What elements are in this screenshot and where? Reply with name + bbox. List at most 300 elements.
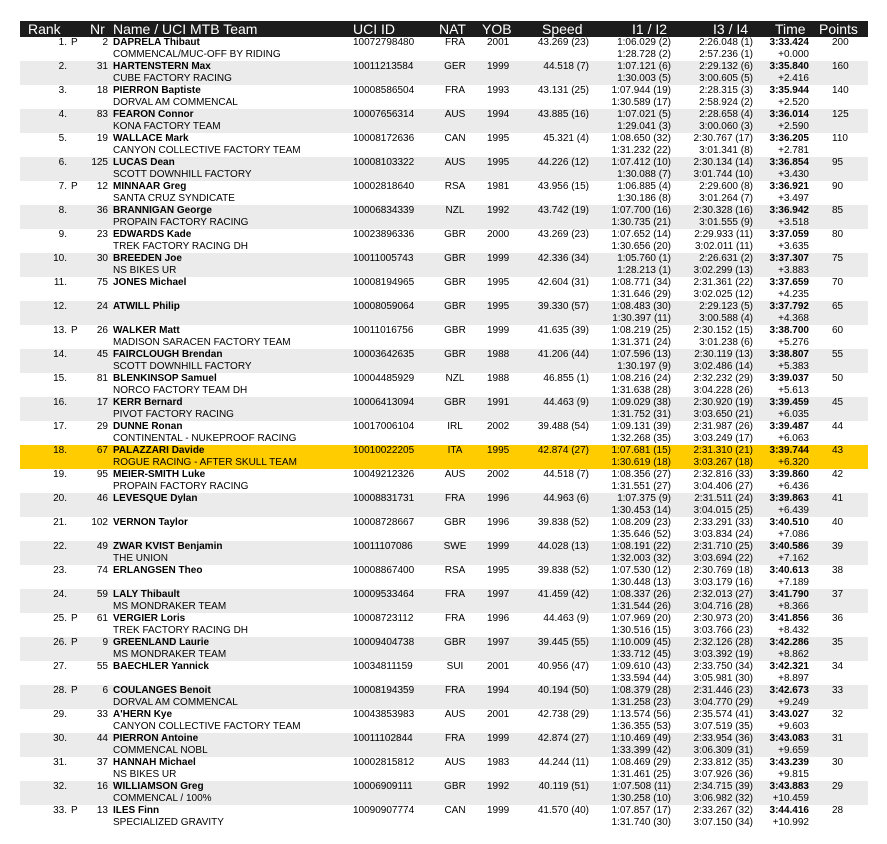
provisional-flag: P xyxy=(71,325,78,336)
rank-cell: 21. xyxy=(53,517,67,528)
table-row xyxy=(20,805,868,829)
team-name-cell: SCOTT DOWNHILL FACTORY xyxy=(113,361,252,372)
team-name-cell: CUBE FACTORY RACING xyxy=(113,73,232,84)
yob-cell: 1996 xyxy=(487,613,510,624)
bib-number-cell: 26 xyxy=(96,325,108,336)
split-i1-cell: 1:07.969 (20) xyxy=(611,613,671,624)
table-row xyxy=(20,685,868,709)
bib-number-cell: 13 xyxy=(96,805,108,816)
split-i2-cell: 1:31.371 (24) xyxy=(611,337,671,348)
points-cell: 38 xyxy=(832,565,844,576)
rank-cell: 2. xyxy=(58,61,67,72)
split-i3-cell: 2:30.152 (15) xyxy=(693,325,753,336)
split-i3-cell: 2:30.134 (14) xyxy=(693,157,753,168)
team-name-cell: PIVOT FACTORY RACING xyxy=(113,409,234,420)
header-i3-i4: I3 / I4 xyxy=(713,21,749,37)
rider-name-cell: VERGIER Loris xyxy=(113,613,186,624)
table-row xyxy=(20,757,868,781)
rank-cell: 20. xyxy=(53,493,67,504)
rider-name-cell: DAPRELA Thibaut xyxy=(113,37,200,48)
uci-id-cell: 10017006104 xyxy=(353,421,415,432)
yob-cell: 1995 xyxy=(487,301,510,312)
split-i4-cell: 3:01.238 (6) xyxy=(699,337,753,348)
header-uci-id: UCI ID xyxy=(353,21,395,37)
yob-cell: 1983 xyxy=(487,757,510,768)
points-cell: 125 xyxy=(832,109,849,120)
header-name: Name / UCI MTB Team xyxy=(113,21,258,37)
speed-cell: 39.838 (52) xyxy=(537,565,589,576)
table-row xyxy=(20,37,868,61)
rank-cell: 11. xyxy=(53,277,67,288)
bib-number-cell: 6 xyxy=(102,685,108,696)
split-i2-cell: 1:30.258 (10) xyxy=(611,793,671,804)
yob-cell: 1997 xyxy=(487,637,510,648)
split-i3-cell: 2:31.446 (23) xyxy=(693,685,753,696)
rider-name-cell: VERNON Taylor xyxy=(113,517,188,528)
split-i4-cell: 3:02.011 (11) xyxy=(694,241,753,252)
table-row xyxy=(20,589,868,613)
bib-number-cell: 125 xyxy=(91,157,108,168)
rank-cell: 30. xyxy=(53,733,67,744)
split-i3-cell: 2:32.013 (27) xyxy=(693,589,753,600)
team-name-cell: SCOTT DOWNHILL FACTORY xyxy=(113,169,252,180)
split-i1-cell: 1:08.216 (24) xyxy=(611,373,671,384)
split-i1-cell: 1:10.469 (49) xyxy=(611,733,671,744)
split-i4-cell: 3:03.249 (17) xyxy=(693,433,753,444)
rank-cell: 28. xyxy=(53,685,67,696)
points-cell: 80 xyxy=(832,229,844,240)
header-time: Time xyxy=(775,21,806,37)
nationality-cell: FRA xyxy=(445,733,465,744)
header-nat: NAT xyxy=(439,21,466,37)
split-i3-cell: 2:32.232 (29) xyxy=(693,373,753,384)
split-i2-cell: 1:31.646 (29) xyxy=(611,289,671,300)
split-i3-cell: 2:35.574 (41) xyxy=(693,709,753,720)
table-row-highlighted xyxy=(20,445,868,469)
speed-cell: 44.463 (9) xyxy=(543,397,589,408)
yob-cell: 2000 xyxy=(487,229,510,240)
speed-cell: 40.194 (50) xyxy=(537,685,589,696)
rider-name-cell: KERR Bernard xyxy=(113,397,183,408)
gap-cell: +6.436 xyxy=(778,481,809,492)
split-i4-cell: 3:01.341 (8) xyxy=(699,145,753,156)
team-name-cell: CANYON COLLECTIVE FACTORY TEAM xyxy=(113,721,301,732)
split-i1-cell: 1:07.857 (17) xyxy=(611,805,671,816)
header-rank: Rank xyxy=(28,21,61,37)
split-i1-cell: 1:07.652 (14) xyxy=(611,229,671,240)
gap-cell: +2.590 xyxy=(778,121,809,132)
gap-cell: +5.613 xyxy=(778,385,809,396)
time-cell: 3:39.860 xyxy=(769,469,809,480)
gap-cell: +8.897 xyxy=(778,673,809,684)
split-i1-cell: 1:09.131 (39) xyxy=(611,421,671,432)
team-name-cell: PROPAIN FACTORY RACING xyxy=(113,217,249,228)
split-i4-cell: 3:03.179 (16) xyxy=(693,577,753,588)
points-cell: 30 xyxy=(832,757,844,768)
time-cell: 3:37.792 xyxy=(769,301,809,312)
points-cell: 160 xyxy=(832,61,849,72)
uci-id-cell: 10090907774 xyxy=(353,805,415,816)
time-cell: 3:40.613 xyxy=(769,565,809,576)
uci-id-cell: 10072798480 xyxy=(353,37,415,48)
split-i2-cell: 1:31.232 (22) xyxy=(611,145,671,156)
rank-cell: 22. xyxy=(53,541,67,552)
rider-name-cell: BLENKINSOP Samuel xyxy=(113,373,217,384)
split-i4-cell: 3:04.228 (26) xyxy=(693,385,753,396)
split-i3-cell: 2:31.511 (24) xyxy=(694,493,753,504)
split-i4-cell: 3:03.766 (23) xyxy=(693,625,753,636)
time-cell: 3:35.944 xyxy=(769,85,809,96)
split-i4-cell: 3:00.060 (3) xyxy=(699,121,753,132)
split-i1-cell: 1:08.650 (32) xyxy=(611,133,671,144)
split-i4-cell: 3:03.392 (19) xyxy=(693,649,753,660)
split-i2-cell: 1:30.003 (5) xyxy=(617,73,671,84)
table-row xyxy=(20,325,868,349)
table-row xyxy=(20,781,868,805)
split-i3-cell: 2:26.631 (2) xyxy=(699,253,753,264)
nationality-cell: ITA xyxy=(447,445,463,456)
speed-cell: 40.956 (47) xyxy=(537,661,589,672)
split-i1-cell: 1:07.121 (6) xyxy=(617,61,671,72)
gap-cell: +3.635 xyxy=(778,241,809,252)
split-i3-cell: 2:30.328 (16) xyxy=(693,205,753,216)
table-row xyxy=(20,349,868,373)
uci-id-cell: 10011102844 xyxy=(353,733,413,744)
gap-cell: +3.518 xyxy=(778,217,809,228)
split-i3-cell: 2:33.291 (33) xyxy=(693,517,753,528)
points-cell: 31 xyxy=(832,733,844,744)
time-cell: 3:39.459 xyxy=(769,397,809,408)
table-row xyxy=(20,493,868,517)
gap-cell: +10.459 xyxy=(772,793,809,804)
speed-cell: 45.321 (4) xyxy=(543,133,589,144)
header-yob: YOB xyxy=(482,21,512,37)
split-i2-cell: 1:33.712 (45) xyxy=(611,649,671,660)
table-row xyxy=(20,661,868,685)
yob-cell: 1997 xyxy=(487,589,510,600)
yob-cell: 1995 xyxy=(487,133,510,144)
time-cell: 3:38.700 xyxy=(769,325,809,336)
gap-cell: +5.276 xyxy=(778,337,809,348)
split-i3-cell: 2:32.126 (28) xyxy=(693,637,753,648)
split-i4-cell: 3:06.309 (31) xyxy=(693,745,753,756)
split-i1-cell: 1:08.483 (30) xyxy=(611,301,671,312)
rider-name-cell: MEIER-SMITH Luke xyxy=(113,469,206,480)
points-cell: 36 xyxy=(832,613,844,624)
bib-number-cell: 44 xyxy=(96,733,108,744)
bib-number-cell: 49 xyxy=(96,541,108,552)
table-row xyxy=(20,469,868,493)
rider-name-cell: A'HERN Kye xyxy=(113,709,173,720)
team-name-cell: CANYON COLLECTIVE FACTORY TEAM xyxy=(113,145,301,156)
uci-id-cell: 10008723112 xyxy=(353,613,414,624)
rider-name-cell: PIERRON Antoine xyxy=(113,733,199,744)
gap-cell: +7.086 xyxy=(778,529,809,540)
speed-cell: 43.742 (19) xyxy=(537,205,589,216)
split-i4-cell: 3:01.744 (10) xyxy=(693,169,753,180)
split-i2-cell: 1:30.197 (9) xyxy=(617,361,671,372)
time-cell: 3:42.321 xyxy=(769,661,809,672)
speed-cell: 44.244 (11) xyxy=(538,757,589,768)
split-i3-cell: 2:30.119 (13) xyxy=(694,349,753,360)
gap-cell: +8.366 xyxy=(778,601,809,612)
uci-id-cell: 10011016756 xyxy=(353,325,414,336)
gap-cell: +7.189 xyxy=(778,577,809,588)
points-cell: 50 xyxy=(832,373,844,384)
bib-number-cell: 18 xyxy=(96,85,108,96)
split-i4-cell: 3:04.716 (28) xyxy=(693,601,753,612)
bib-number-cell: 46 xyxy=(96,493,108,504)
rider-name-cell: GREENLAND Laurie xyxy=(113,637,210,648)
header-points: Points xyxy=(819,21,858,37)
split-i3-cell: 2:33.954 (36) xyxy=(693,733,753,744)
yob-cell: 1991 xyxy=(487,397,510,408)
split-i3-cell: 2:29.132 (6) xyxy=(699,61,753,72)
speed-cell: 43.956 (15) xyxy=(537,181,589,192)
yob-cell: 1999 xyxy=(487,733,510,744)
team-name-cell: MADISON SARACEN FACTORY TEAM xyxy=(113,337,291,348)
rank-cell: 27. xyxy=(53,661,67,672)
split-i4-cell: 3:02.299 (13) xyxy=(693,265,753,276)
team-name-cell: THE UNION xyxy=(113,553,168,564)
rider-name-cell: ILES Finn xyxy=(113,805,160,816)
points-cell: 45 xyxy=(832,397,844,408)
time-cell: 3:35.840 xyxy=(769,61,809,72)
split-i1-cell: 1:08.191 (22) xyxy=(611,541,671,552)
split-i3-cell: 2:28.315 (3) xyxy=(699,85,753,96)
points-cell: 60 xyxy=(832,325,844,336)
uci-id-cell: 10008059064 xyxy=(353,301,415,312)
uci-id-cell: 10008728667 xyxy=(353,517,415,528)
rider-name-cell: LUCAS Dean xyxy=(113,157,175,168)
split-i1-cell: 1:07.375 (9) xyxy=(617,493,671,504)
uci-id-cell: 10009533464 xyxy=(353,589,415,600)
header-speed: Speed xyxy=(542,21,583,37)
time-cell: 3:43.083 xyxy=(769,733,809,744)
split-i1-cell: 1:07.681 (15) xyxy=(611,445,671,456)
nationality-cell: IRL xyxy=(447,421,463,432)
yob-cell: 1994 xyxy=(487,109,510,120)
team-name-cell: SPECIALIZED GRAVITY xyxy=(113,817,224,828)
yob-cell: 1996 xyxy=(487,517,510,528)
bib-number-cell: 12 xyxy=(96,181,108,192)
split-i2-cell: 1:30.397 (11) xyxy=(612,313,671,324)
rank-cell: 33. xyxy=(53,805,67,816)
speed-cell: 41.635 (39) xyxy=(537,325,589,336)
gap-cell: +6.320 xyxy=(778,457,809,468)
uci-id-cell: 10034811159 xyxy=(353,661,413,672)
gap-cell: +3.883 xyxy=(778,265,809,276)
yob-cell: 1999 xyxy=(487,541,510,552)
bib-number-cell: 83 xyxy=(96,109,108,120)
points-cell: 32 xyxy=(832,709,844,720)
split-i1-cell: 1:07.412 (10) xyxy=(611,157,671,168)
bib-number-cell: 55 xyxy=(96,661,108,672)
gap-cell: +9.815 xyxy=(778,769,809,780)
points-cell: 44 xyxy=(832,421,844,432)
bib-number-cell: 37 xyxy=(96,757,108,768)
nationality-cell: GBR xyxy=(444,517,466,528)
gap-cell: +6.063 xyxy=(778,433,809,444)
team-name-cell: TREK FACTORY RACING DH xyxy=(113,625,249,636)
team-name-cell: PROPAIN FACTORY RACING xyxy=(113,481,249,492)
uci-id-cell: 10008867400 xyxy=(353,565,415,576)
rank-cell: 9. xyxy=(58,229,67,240)
nationality-cell: SUI xyxy=(446,661,464,672)
nationality-cell: AUS xyxy=(444,757,466,768)
uci-id-cell: 10002818640 xyxy=(353,181,415,192)
points-cell: 55 xyxy=(832,349,844,360)
uci-id-cell: 10049212326 xyxy=(353,469,415,480)
rider-name-cell: HARTENSTERN Max xyxy=(113,61,211,72)
rider-name-cell: BREEDEN Joe xyxy=(113,253,182,264)
points-cell: 95 xyxy=(832,157,844,168)
rider-name-cell: FAIRCLOUGH Brendan xyxy=(113,349,223,360)
bib-number-cell: 61 xyxy=(96,613,108,624)
provisional-flag: P xyxy=(71,181,78,192)
yob-cell: 1988 xyxy=(487,349,510,360)
yob-cell: 1992 xyxy=(487,205,510,216)
split-i2-cell: 1:32.268 (35) xyxy=(611,433,671,444)
yob-cell: 2002 xyxy=(487,469,510,480)
uci-id-cell: 10011213584 xyxy=(353,61,414,72)
yob-cell: 2001 xyxy=(487,709,510,720)
speed-cell: 39.330 (57) xyxy=(537,301,589,312)
speed-cell: 39.445 (55) xyxy=(537,637,589,648)
split-i2-cell: 1:36.355 (53) xyxy=(611,721,671,732)
bib-number-cell: 74 xyxy=(96,565,108,576)
yob-cell: 2001 xyxy=(487,661,510,672)
rank-cell: 3. xyxy=(58,85,67,96)
split-i4-cell: 3:00.588 (4) xyxy=(699,313,753,324)
split-i4-cell: 2:57.236 (1) xyxy=(699,49,753,60)
team-name-cell: NS BIKES UR xyxy=(113,265,177,276)
split-i1-cell: 1:07.021 (5) xyxy=(617,109,671,120)
rider-name-cell: WILLIAMSON Greg xyxy=(113,781,204,792)
split-i2-cell: 1:30.735 (21) xyxy=(611,217,671,228)
uci-id-cell: 10011005743 xyxy=(353,253,414,264)
split-i1-cell: 1:06.029 (2) xyxy=(617,37,671,48)
team-name-cell: CONTINENTAL - NUKEPROOF RACING xyxy=(113,433,297,444)
rider-name-cell: WALLACE Mark xyxy=(113,133,189,144)
rider-name-cell: EDWARDS Kade xyxy=(113,229,192,240)
time-cell: 3:42.286 xyxy=(769,637,809,648)
team-name-cell: SANTA CRUZ SYNDICATE xyxy=(113,193,235,204)
nationality-cell: GBR xyxy=(444,349,466,360)
rank-cell: 25. xyxy=(53,613,67,624)
points-cell: 43 xyxy=(832,445,844,456)
nationality-cell: FRA xyxy=(445,37,465,48)
yob-cell: 2002 xyxy=(487,421,510,432)
rider-name-cell: DUNNE Ronan xyxy=(113,421,183,432)
rider-name-cell: HANNAH Michael xyxy=(113,757,196,768)
time-cell: 3:40.586 xyxy=(769,541,809,552)
team-name-cell: DORVAL AM COMMENCAL xyxy=(113,97,238,108)
split-i3-cell: 2:31.710 (25) xyxy=(693,541,753,552)
nationality-cell: RSA xyxy=(444,565,466,576)
gap-cell: +8.862 xyxy=(778,649,809,660)
split-i1-cell: 1:05.760 (1) xyxy=(617,253,671,264)
provisional-flag: P xyxy=(71,37,78,48)
time-cell: 3:39.037 xyxy=(769,373,809,384)
time-cell: 3:42.673 xyxy=(769,685,809,696)
speed-cell: 42.604 (31) xyxy=(537,277,589,288)
uci-id-cell: 10008194359 xyxy=(353,685,415,696)
table-row xyxy=(20,637,868,661)
split-i2-cell: 1:32.003 (32) xyxy=(611,553,671,564)
split-i2-cell: 1:31.544 (26) xyxy=(611,601,671,612)
split-i1-cell: 1:07.530 (12) xyxy=(611,565,671,576)
team-name-cell: COMMENCAL/MUC-OFF BY RIDING xyxy=(113,49,281,60)
uci-id-cell: 10011107086 xyxy=(353,541,413,552)
split-i4-cell: 3:03.267 (18) xyxy=(693,457,753,468)
split-i2-cell: 1:31.752 (31) xyxy=(611,409,671,420)
speed-cell: 44.226 (12) xyxy=(537,157,589,168)
points-cell: 40 xyxy=(832,517,844,528)
nationality-cell: GBR xyxy=(444,637,466,648)
points-cell: 39 xyxy=(832,541,844,552)
split-i1-cell: 1:08.209 (23) xyxy=(611,517,671,528)
rank-cell: 1. xyxy=(58,37,67,48)
split-i2-cell: 1:30.448 (13) xyxy=(611,577,671,588)
nationality-cell: AUS xyxy=(444,109,466,120)
table-row xyxy=(20,301,868,325)
uci-id-cell: 10008586504 xyxy=(353,85,415,96)
split-i3-cell: 2:28.658 (4) xyxy=(699,109,753,120)
rank-cell: 26. xyxy=(53,637,67,648)
gap-cell: +3.497 xyxy=(778,193,809,204)
split-i2-cell: 1:33.399 (42) xyxy=(611,745,671,756)
rank-cell: 14. xyxy=(53,349,67,360)
speed-cell: 42.874 (27) xyxy=(537,733,589,744)
time-cell: 3:38.807 xyxy=(769,349,809,360)
bib-number-cell: 36 xyxy=(96,205,108,216)
points-cell: 200 xyxy=(832,37,849,48)
nationality-cell: NZL xyxy=(445,373,465,384)
split-i4-cell: 3:01.264 (7) xyxy=(699,193,753,204)
table-row xyxy=(20,541,868,565)
gap-cell: +4.235 xyxy=(778,289,809,300)
bib-number-cell: 16 xyxy=(96,781,108,792)
points-cell: 90 xyxy=(832,181,844,192)
split-i4-cell: 3:03.834 (24) xyxy=(693,529,753,540)
bib-number-cell: 31 xyxy=(96,61,108,72)
split-i2-cell: 1:30.589 (17) xyxy=(611,97,671,108)
split-i3-cell: 2:30.767 (17) xyxy=(693,133,753,144)
rider-name-cell: JONES Michael xyxy=(113,277,187,288)
uci-id-cell: 10009404738 xyxy=(353,637,415,648)
bib-number-cell: 45 xyxy=(96,349,108,360)
split-i4-cell: 3:02.486 (14) xyxy=(693,361,753,372)
nationality-cell: FRA xyxy=(445,613,465,624)
yob-cell: 1996 xyxy=(487,493,510,504)
uci-id-cell: 10043853983 xyxy=(353,709,415,720)
uci-id-cell: 10002815812 xyxy=(353,757,415,768)
speed-cell: 46.855 (1) xyxy=(543,373,589,384)
points-cell: 140 xyxy=(832,85,849,96)
time-cell: 3:41.790 xyxy=(769,589,809,600)
split-i1-cell: 1:07.944 (19) xyxy=(611,85,671,96)
team-name-cell: ROGUE RACING - AFTER SKULL TEAM xyxy=(113,457,297,468)
split-i2-cell: 1:31.461 (25) xyxy=(611,769,671,780)
nationality-cell: FRA xyxy=(445,493,465,504)
provisional-flag: P xyxy=(71,805,78,816)
nationality-cell: GBR xyxy=(444,325,466,336)
bib-number-cell: 17 xyxy=(96,397,108,408)
gap-cell: +0.000 xyxy=(778,49,809,60)
yob-cell: 1995 xyxy=(487,277,510,288)
split-i2-cell: 1:28.728 (2) xyxy=(617,49,671,60)
